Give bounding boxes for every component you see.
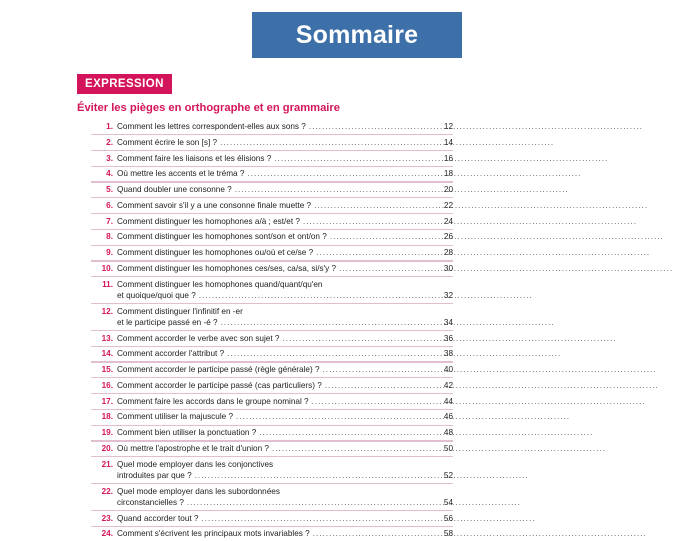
toc-number: 5. [106, 185, 113, 195]
toc-page-number: 36 [443, 333, 453, 343]
toc-separator [91, 346, 453, 347]
toc-number: 23. [101, 513, 113, 523]
toc-separator [91, 526, 453, 527]
toc-page-number: 14 [443, 137, 453, 147]
toc-separator [91, 229, 453, 230]
toc-line [77, 411, 453, 422]
toc-line [77, 153, 453, 164]
toc-page-number: 40 [443, 365, 453, 375]
toc-page-number: 44 [443, 396, 453, 406]
toc-entry[interactable] [77, 364, 453, 378]
toc-line [77, 348, 453, 359]
toc-number: 19. [101, 428, 113, 438]
toc-number: 11. [102, 279, 113, 289]
toc-leader-dots [325, 380, 428, 391]
toc-separator [91, 134, 453, 135]
toc-number: 16. [101, 380, 113, 390]
toc-number: 8. [106, 232, 113, 242]
toc-leader-dots [274, 153, 428, 164]
toc-number: 2. [106, 137, 113, 147]
toc-entry[interactable] [77, 333, 453, 347]
toc-line [77, 200, 453, 211]
toc-page-number: 58 [443, 529, 453, 539]
toc-number: 6. [106, 200, 113, 210]
toc-page-number: 34 [443, 317, 453, 327]
section-title: Éviter les pièges en orthographe et en grammaire [77, 102, 340, 114]
toc-number [77, 290, 117, 301]
toc-page-number: 28 [443, 248, 453, 258]
toc-title: Comment distinguer les homophones a/à ; est/et ? [117, 216, 300, 226]
toc-title: Comment accorder le verbe avec son sujet ? [117, 333, 280, 343]
toc-leader-dots [195, 470, 428, 481]
toc-entry[interactable] [77, 231, 453, 245]
toc-title: et le participe passé en -é ? [117, 317, 218, 327]
toc-leader-dots [220, 137, 428, 148]
toc-leader-dots [316, 247, 428, 258]
header-band [252, 12, 462, 58]
toc-entry[interactable] [77, 153, 453, 167]
toc-number: 20. [101, 444, 113, 454]
toc-page-number: 52 [443, 470, 453, 480]
toc-line [77, 513, 453, 524]
toc-page-number: 12 [443, 122, 453, 131]
toc-title: Comment distinguer les homophones ces/ses, ca/sa, si/s'y ? [117, 264, 337, 274]
toc-line [77, 184, 453, 195]
toc-line [77, 168, 453, 179]
toc-separator [91, 197, 453, 198]
toc-separator [91, 330, 453, 331]
toc-line [77, 306, 453, 317]
toc-leader-dots [313, 528, 428, 539]
toc-page-number: 32 [443, 290, 453, 300]
toc-page-number: 50 [443, 444, 453, 454]
toc-page-number: 56 [443, 513, 453, 523]
toc-title: Où mettre les accents et le tréma ? [117, 169, 245, 179]
toc-page-number: 46 [443, 412, 453, 422]
toc-title: et quoique/quoi que ? [117, 290, 196, 300]
toc-line [77, 396, 453, 407]
toc-line [77, 486, 453, 497]
toc-leader-dots [309, 121, 428, 132]
toc-title: Comment accorder le participe passé (cas particuliers) ? [117, 380, 322, 390]
toc-line [77, 279, 453, 290]
toc-number: 21. [101, 459, 113, 469]
toc-title: Comment faire les accords dans le groupe nominal ? [117, 396, 309, 406]
toc-leader-dots [339, 263, 428, 274]
toc-line [77, 470, 453, 481]
toc-title: Comment s'écrivent les principaux mots invariables ? [117, 529, 310, 539]
toc-entry[interactable] [77, 486, 453, 511]
toc-leader-dots [236, 411, 428, 422]
toc-title: Comment faire les liaisons et les élisions ? [117, 153, 272, 163]
toc-number: 13. [101, 333, 113, 343]
toc-separator [91, 166, 453, 167]
toc-number [77, 470, 117, 481]
toc-entry[interactable] [77, 427, 453, 441]
toc-number: 15. [101, 365, 113, 375]
toc-page-number: 20 [443, 185, 453, 195]
toc-line [77, 443, 453, 454]
toc-number: 22. [101, 486, 113, 496]
toc-leader-dots [303, 216, 428, 227]
toc-leader-dots [259, 427, 428, 438]
toc-page-number: 18 [443, 169, 453, 179]
toc-entry[interactable] [77, 137, 453, 151]
toc-line [77, 290, 453, 301]
toc-entry[interactable] [77, 396, 453, 410]
toc-page-number: 54 [443, 497, 453, 507]
toc-leader-dots [235, 184, 428, 195]
toc-number: 3. [106, 153, 113, 163]
toc-number: 14. [101, 349, 113, 359]
toc-line [77, 317, 453, 328]
toc-title: Comment accorder l'attribut ? [117, 349, 225, 359]
toc-separator [91, 260, 453, 261]
toc-page-number: 24 [443, 216, 453, 226]
toc-separator [91, 393, 453, 394]
toc-title: circonstancielles ? [117, 497, 184, 507]
toc-line [77, 364, 453, 375]
toc-page-number: 16 [443, 153, 453, 163]
toc-title: Comment écrire le son [s] ? [117, 137, 218, 147]
toc-title: Comment distinguer les homophones quand/quant/qu'en [117, 279, 323, 289]
toc-line [77, 497, 453, 508]
toc-entry[interactable] [77, 121, 453, 135]
table-of-contents [77, 121, 453, 541]
toc-number: 1. [106, 122, 113, 131]
toc-page-number: 22 [443, 200, 453, 210]
toc-line [77, 528, 453, 539]
toc-number: 4. [106, 169, 113, 179]
toc-leader-dots [247, 168, 428, 179]
toc-line [77, 247, 453, 258]
toc-separator [91, 409, 453, 410]
toc-separator [91, 425, 453, 426]
toc-number: 17. [101, 396, 113, 406]
toc-entry[interactable] [77, 306, 453, 331]
toc-number: 12. [101, 306, 113, 316]
toc-entry[interactable] [77, 184, 453, 198]
page-title: Sommaire [295, 21, 419, 49]
toc-title: introduites par que ? [117, 470, 192, 480]
toc-line [77, 459, 453, 470]
toc-entry[interactable] [77, 263, 453, 277]
toc-title: Comment distinguer l'infinitif en -er [117, 306, 243, 316]
toc-separator [91, 361, 453, 362]
toc-leader-dots [201, 513, 428, 524]
toc-page-number: 48 [443, 428, 453, 438]
toc-leader-dots [272, 443, 428, 454]
toc-leader-dots [199, 290, 428, 301]
toc-leader-dots [314, 200, 428, 211]
toc-entry[interactable] [77, 443, 453, 457]
toc-title: Comment accorder le participe passé (règle générale) ? [117, 365, 320, 375]
toc-number: 24. [101, 529, 113, 539]
toc-line [77, 121, 453, 132]
toc-separator [91, 276, 453, 277]
toc-separator [91, 181, 453, 182]
toc-number: 9. [106, 248, 113, 258]
toc-page-number: 30 [443, 264, 453, 274]
toc-line [77, 231, 453, 242]
toc-entry[interactable] [77, 279, 453, 304]
toc-title: Comment les lettres correspondent-elles aux sons ? [117, 122, 306, 131]
section-label: EXPRESSION [77, 74, 172, 94]
toc-number [77, 497, 117, 508]
toc-separator [91, 377, 453, 378]
toc-leader-dots [227, 348, 428, 359]
toc-entry[interactable] [77, 513, 453, 527]
toc-page-number: 38 [443, 349, 453, 359]
toc-number: 10. [101, 264, 113, 274]
toc-entry[interactable] [77, 168, 453, 182]
toc-title: Comment distinguer les homophones ou/où et ce/se ? [117, 248, 314, 258]
toc-line [77, 427, 453, 438]
toc-number: 7. [106, 216, 113, 226]
toc-title: Quel mode employer dans les subordonnées [117, 486, 280, 496]
toc-number: 18. [101, 412, 113, 422]
toc-page-number: 26 [443, 232, 453, 242]
toc-leader-dots [221, 317, 428, 328]
toc-entry[interactable] [77, 380, 453, 394]
toc-leader-dots [323, 364, 428, 375]
toc-leader-dots [330, 231, 428, 242]
toc-separator [91, 456, 453, 457]
toc-title: Comment savoir s'il y a une consonne finale muette ? [117, 200, 312, 210]
toc-title: Comment bien utiliser la ponctuation ? [117, 428, 257, 438]
toc-entry[interactable] [77, 247, 453, 261]
toc-entry[interactable] [77, 200, 453, 214]
toc-page-number: 42 [443, 380, 453, 390]
toc-entry[interactable] [77, 348, 453, 362]
toc-separator [91, 245, 453, 246]
toc-entry[interactable] [77, 528, 453, 539]
toc-line [77, 380, 453, 391]
toc-entry[interactable] [77, 216, 453, 230]
toc-leader-dots [187, 497, 428, 508]
toc-separator [91, 213, 453, 214]
toc-line [77, 137, 453, 148]
toc-separator [91, 303, 453, 304]
toc-title: Comment utiliser la majuscule ? [117, 412, 234, 422]
toc-number [77, 317, 117, 328]
toc-line [77, 216, 453, 227]
toc-leader-dots [282, 333, 428, 344]
toc-separator [91, 483, 453, 484]
toc-title: Où mettre l'apostrophe et le trait d'union ? [117, 444, 269, 454]
toc-title: Quel mode employer dans les conjonctives [117, 459, 274, 469]
toc-title: Comment distinguer les homophones sont/son et ont/on ? [117, 232, 327, 242]
toc-separator [91, 440, 453, 441]
toc-line [77, 263, 453, 274]
toc-leader-dots [312, 396, 428, 407]
toc-line [77, 333, 453, 344]
toc-title: Quand accorder tout ? [117, 513, 199, 523]
toc-title: Quand doubler une consonne ? [117, 185, 232, 195]
toc-separator [91, 510, 453, 511]
toc-entry[interactable] [77, 459, 453, 484]
toc-separator [91, 150, 453, 151]
toc-entry[interactable] [77, 411, 453, 425]
